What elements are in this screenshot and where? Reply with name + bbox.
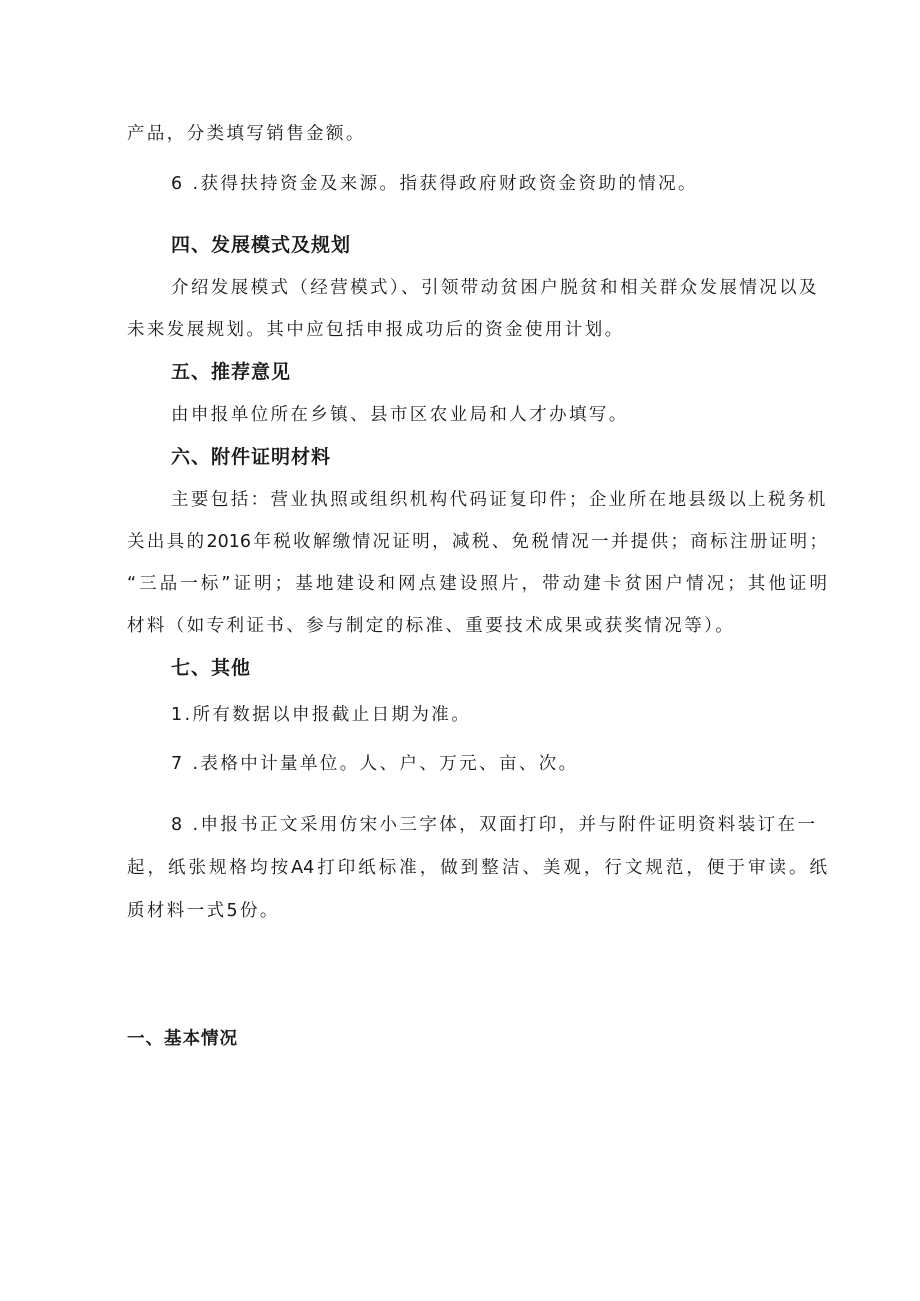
section-heading-7: 七、其他: [171, 657, 252, 679]
paragraph-line: 质材料一式5份。: [127, 901, 280, 921]
section-heading-6: 六、附件证明材料: [171, 446, 332, 468]
paragraph-line: 材料（如专利证书、参与制定的标准、重要技术成果或获奖情况等）。: [127, 616, 736, 636]
section-heading-4: 四、发展模式及规划: [171, 234, 352, 256]
section-heading-1: 一、基本情况: [127, 1029, 238, 1049]
section-heading-5: 五、推荐意见: [171, 361, 292, 383]
paragraph-line: 未来发展规划。其中应包括申报成功后的资金使用计划。: [127, 320, 625, 340]
paragraph-line: 起，纸张规格均按A4打印纸标准，做到整洁、美观，行文规范，便于审读。纸: [127, 858, 827, 878]
paragraph-line: “三品一标”证明；基地建设和网点建设照片，带动建卡贫困户情况；其他证明: [127, 574, 827, 594]
list-item-6: 6 .获得扶持资金及来源。指获得政府财政资金资助的情况。: [171, 174, 698, 194]
list-item-8: 8 .申报书正文采用仿宋小三字体，双面打印，并与附件证明资料装订在一: [171, 815, 818, 835]
paragraph-line: 由申报单位所在乡镇、县市区农业局和人才办填写。: [171, 405, 629, 425]
paragraph-line: 关出具的2016年税收解缴情况证明，减税、免税情况一并提供；商标注册证明；: [127, 532, 827, 552]
list-item-7: 7 .表格中计量单位。人、户、万元、亩、次。: [171, 754, 579, 774]
paragraph-line: 介绍发展模式（经营模式）、引领带动贫困户脱贫和相关群众发展情况以及: [171, 278, 819, 298]
paragraph-line: 主要包括：营业执照或组织机构代码证复印件；企业所在地县级以上税务机: [171, 490, 828, 510]
paragraph-line: 产品，分类填写销售金额。: [127, 124, 366, 144]
list-item-1: 1.所有数据以申报截止日期为准。: [171, 705, 472, 725]
